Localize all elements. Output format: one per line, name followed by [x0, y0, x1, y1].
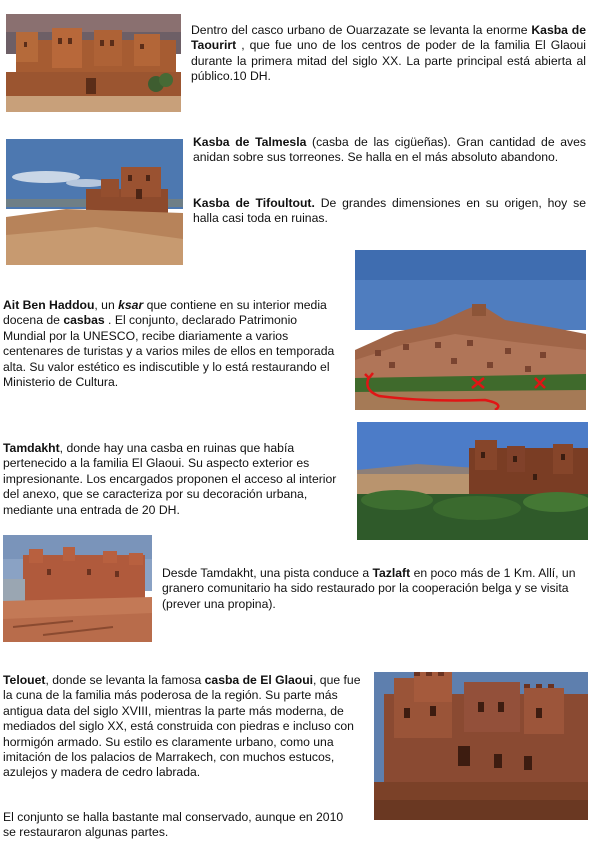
- aitbenhaddou-text: [3, 298, 343, 390]
- tazlaft-post: en poco más de 1 Km. Allí, un granero comunitario ha sido restaurado por la cooperación belga y se visita (prever una propina).: [162, 566, 576, 611]
- taourirt-name: Kasba de Taourirt: [191, 23, 586, 53]
- tifoultout-text: [193, 196, 586, 227]
- talmesla-photo: [6, 139, 183, 265]
- aitbenhaddou-mid1: , un: [94, 298, 119, 312]
- tifoultout-name: Kasba de Tifoultout.: [193, 196, 315, 210]
- tazlaft-name: Tazlaft: [372, 566, 411, 580]
- telouet-name: Telouet: [3, 673, 46, 687]
- aitbenhaddou-ksar: ksar: [118, 298, 144, 312]
- tamdakht-post: , donde hay una casba en ruinas que había pertenecido a la familia El Glaoui. Su aspecto exterior es impresionante. Los encargados proponen el acceso al interior del anexo, que se caracteriza por su decoración urbana, mediante una entrada de 20 DH.: [3, 441, 337, 517]
- telouet-mid: , donde se levanta la famosa: [45, 673, 205, 687]
- tamdakht-name: Tamdakht: [3, 441, 60, 455]
- telouet-post: , que fue la cuna de la familia más poderosa de la región. Su parte más antigua data del siglo XVIII, mientras la parte más moderna, de mediados del siglo XX, está construida con piedras e incluso con hormigón armado. Su estilo es claramente urbano, como una imitación de los palacios de Marrakech, con muchos estucos, azulejos y madera de cedro labrada.: [3, 673, 361, 780]
- talmesla-name: Kasba de Talmesla: [193, 135, 307, 149]
- talmesla-post: (casba de las cigüeñas). Gran cantidad de aves anidan sobre sus torreones. Se halla en el más absoluto abandono.: [193, 135, 586, 165]
- taourirt-photo: [6, 14, 181, 112]
- aitbenhaddou-post: . El conjunto, declarado Patrimonio Mundial por la UNESCO, recibe diariamente a varios centenares de turistas y a varios miles de ellos en temporada alta. Su valor estético es indiscutible y lo está restaurando el Ministerio de Cultura.: [3, 313, 335, 390]
- aitbenhaddou-casbas: casbas: [63, 313, 105, 328]
- tazlaft-photo: [3, 535, 152, 642]
- aitbenhaddou-photo: [355, 250, 586, 410]
- aitbenhaddou-name: Ait Ben Haddou: [3, 298, 95, 312]
- telouet-photo: [374, 672, 588, 820]
- telouet-text: [3, 673, 363, 781]
- tazlaft-pre: Desde Tamdakht, una pista conduce a: [162, 566, 373, 580]
- telouet-closing: El conjunto se halla bastante mal conservado, aunque en 2010 se restauraron algunas partes.: [3, 810, 344, 840]
- telouet-castle: casba de El Glaoui: [204, 673, 314, 687]
- tazlaft-text: [162, 566, 586, 612]
- talmesla-text: [193, 135, 586, 166]
- telouet-closing-text: [3, 810, 355, 841]
- tamdakht-text: [3, 441, 343, 518]
- taourirt-text: [191, 23, 586, 85]
- taourirt-pre: Dentro del casco urbano de Ouarzazate se levanta la enorme: [191, 23, 532, 37]
- taourirt-post: , que fue uno de los centros de poder de la familia El Glaoui durante la primera mitad del siglo XX. La parte principal está abierta al público.10 DH.: [191, 38, 586, 84]
- aitbenhaddou-mid2: que contiene en su interior media docena de: [3, 298, 327, 328]
- tamdakht-photo: [357, 422, 588, 540]
- tifoultout-post: De grandes dimensiones en su origen, hoy se halla casi toda en ruinas.: [193, 196, 586, 226]
